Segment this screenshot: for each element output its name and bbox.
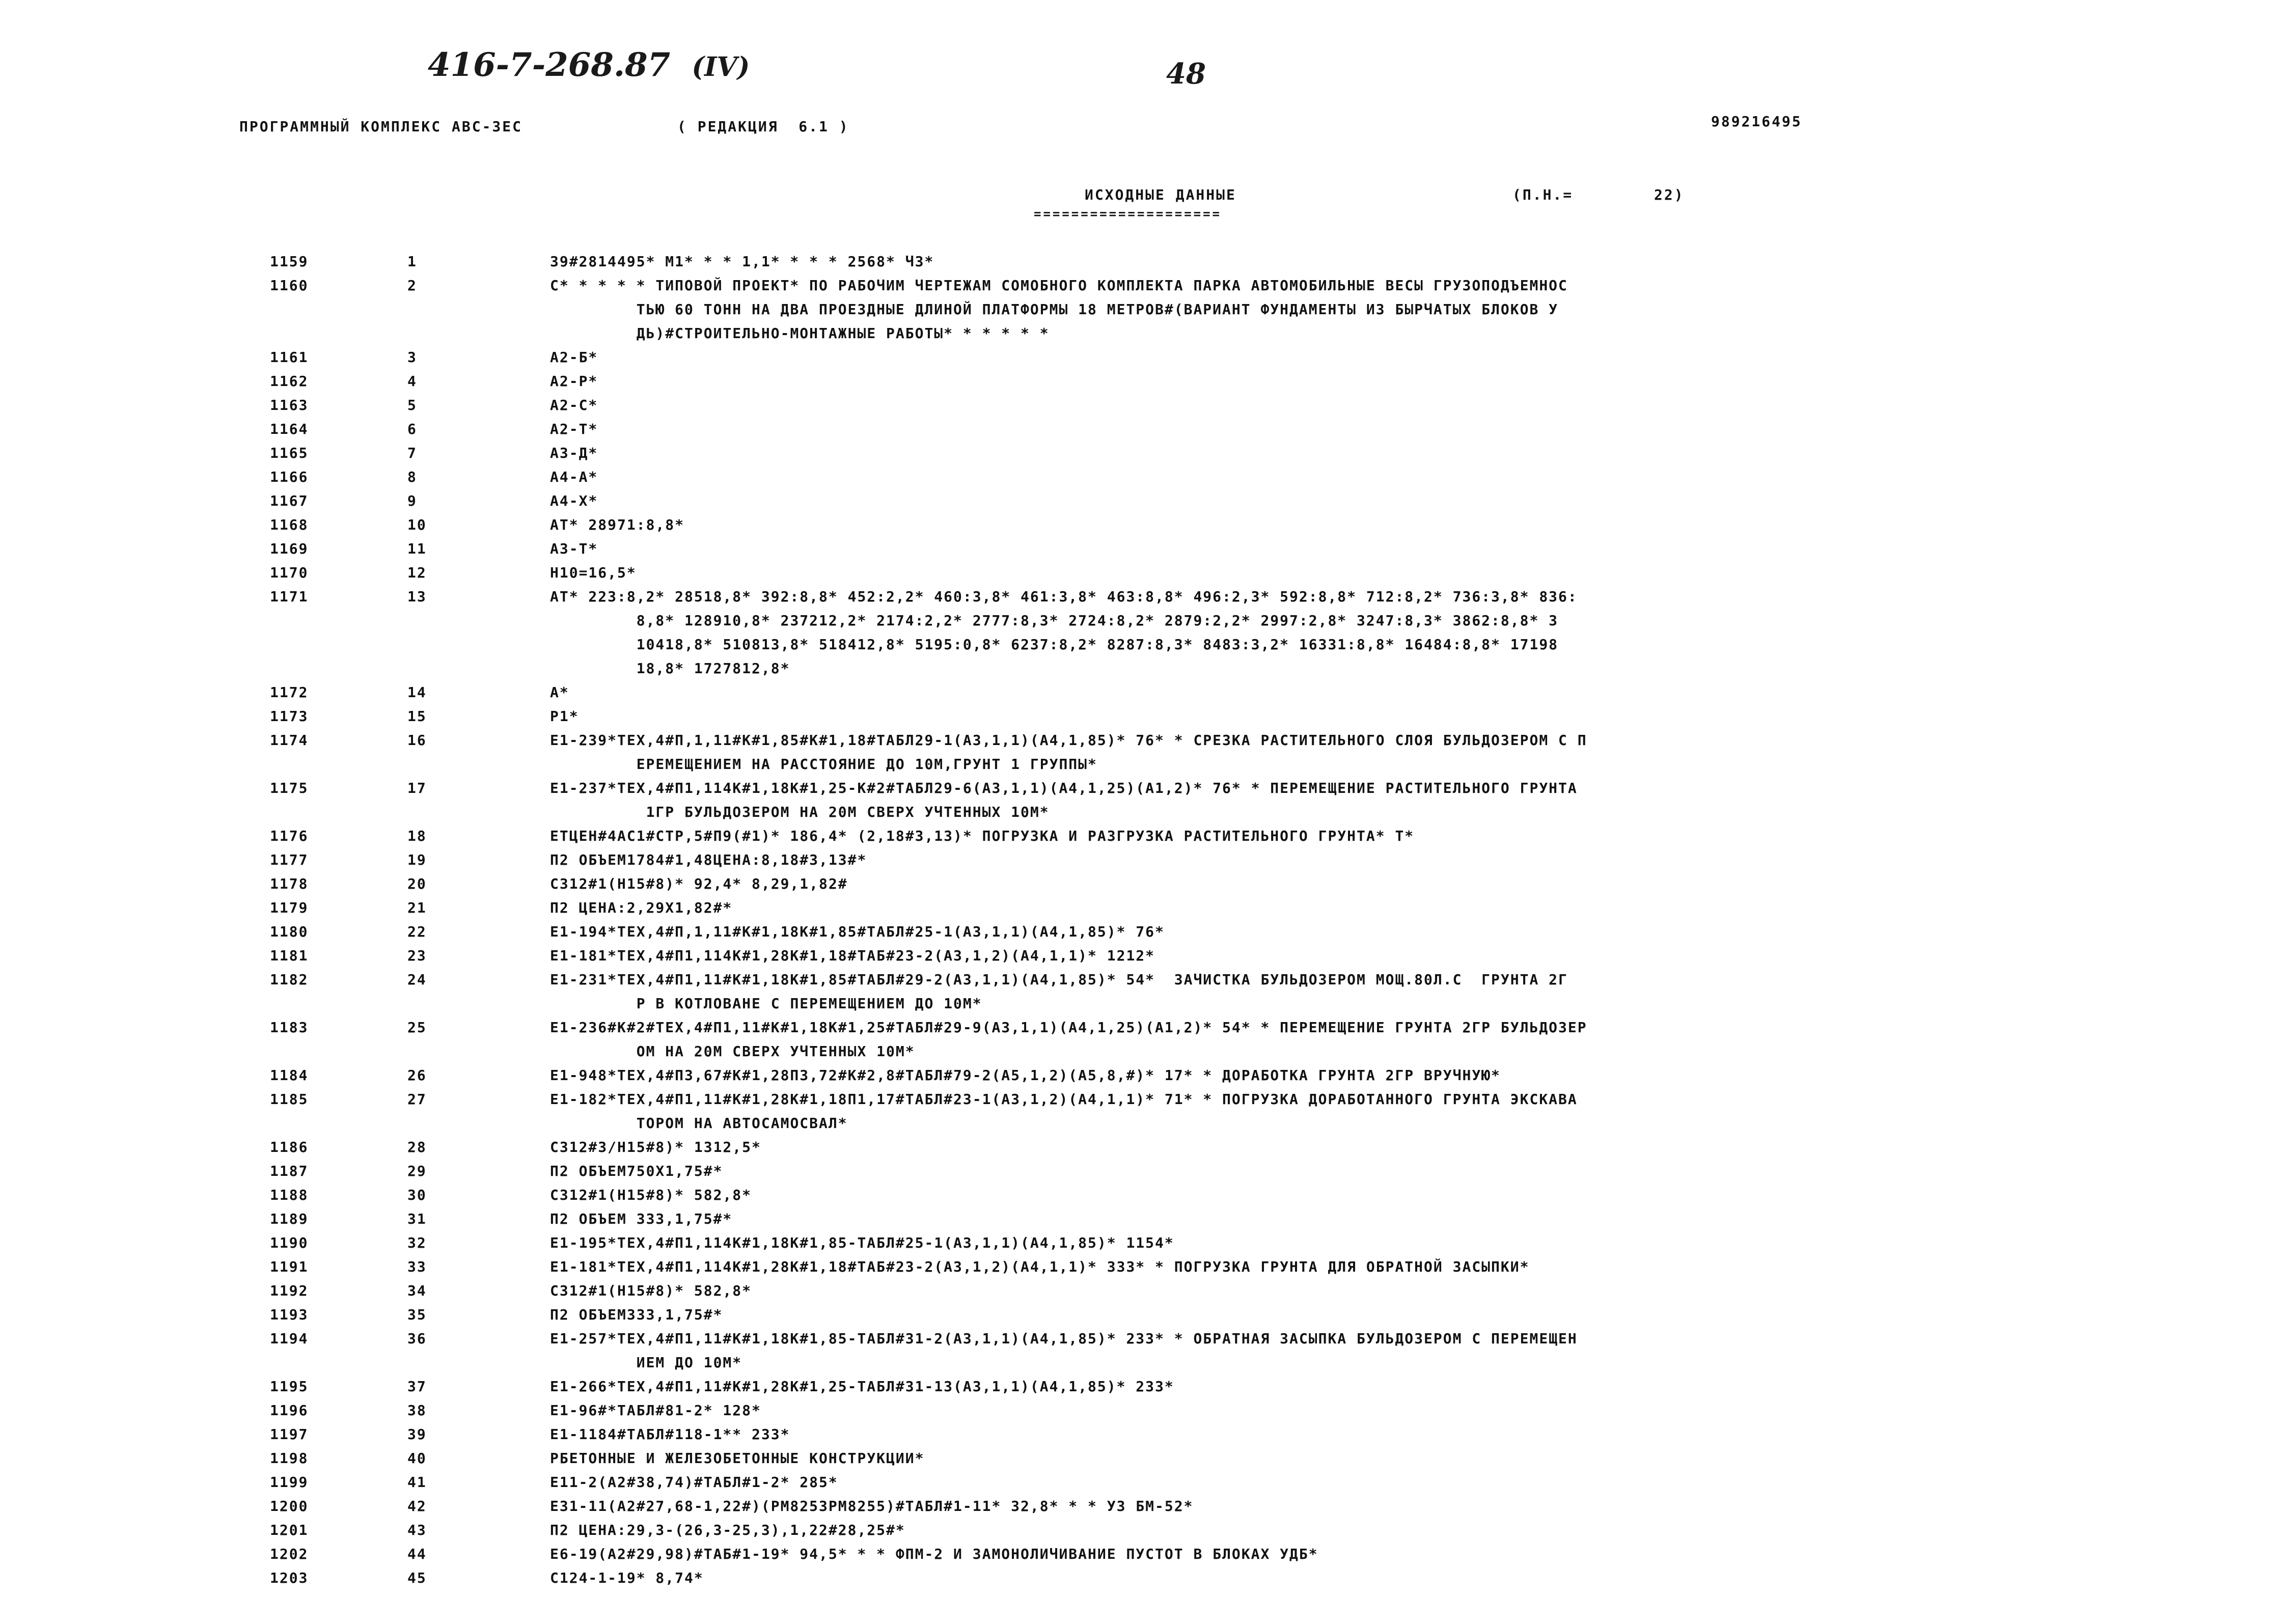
row-index: 34 bbox=[407, 1282, 427, 1299]
listing-row bbox=[0, 824, 2286, 848]
row-content: С312#3/Н15#8)* 1312,5* bbox=[550, 1139, 761, 1155]
row-number: 1174 bbox=[270, 732, 309, 749]
listing-row bbox=[0, 1542, 2286, 1566]
row-index: 43 bbox=[407, 1522, 427, 1538]
row-content: Е6-19(А2#29,98)#ТАБ#1-19* 94,5* * * ФПМ-2 И ЗАМОНОЛИЧИВАНИЕ ПУСТОТ В БЛОКАХ УДБ* bbox=[550, 1546, 1318, 1562]
listing-row bbox=[0, 1518, 2286, 1542]
listing-row bbox=[0, 680, 2286, 704]
row-content: Н10=16,5* bbox=[550, 564, 637, 581]
row-content: А2-С* bbox=[550, 397, 598, 414]
listing-row bbox=[0, 1015, 2286, 1063]
row-index: 44 bbox=[407, 1546, 427, 1562]
row-content: Е1-181*ТЕХ,4#П1,114К#1,28К#1,18#ТАБ#23-2(А3,1,2)(А4,1,1)* 1212* bbox=[550, 947, 1155, 964]
row-index: 5 bbox=[407, 397, 417, 414]
row-index: 6 bbox=[407, 421, 417, 437]
listing-row bbox=[0, 1207, 2286, 1231]
row-index: 11 bbox=[407, 540, 427, 557]
row-content: А4-А* bbox=[550, 469, 598, 485]
row-index: 21 bbox=[407, 899, 427, 916]
row-content: П2 ЦЕНА:29,3-(26,3-25,3),1,22#28,25#* bbox=[550, 1522, 905, 1538]
listing-row bbox=[0, 1470, 2286, 1494]
row-number: 1201 bbox=[270, 1522, 309, 1538]
row-number: 1165 bbox=[270, 445, 309, 461]
row-index: 26 bbox=[407, 1067, 427, 1084]
row-content: П2 ОБЪЕМ333,1,75#* bbox=[550, 1306, 723, 1323]
row-number: 1162 bbox=[270, 373, 309, 390]
row-number: 1161 bbox=[270, 349, 309, 366]
listing-row bbox=[0, 1159, 2286, 1183]
row-content: Е31-11(А2#27,68-1,22#)(РМ8253РМ8255)#ТАБЛ#1-11* 32,8* * * УЗ БМ-52* bbox=[550, 1498, 1194, 1515]
row-number: 1166 bbox=[270, 469, 309, 485]
row-content: С312#1(Н15#8)* 92,4* 8,29,1,82# bbox=[550, 875, 848, 892]
listing-row bbox=[0, 1327, 2286, 1374]
section-title-underline: ==================== bbox=[1034, 207, 1222, 221]
listing-row bbox=[0, 896, 2286, 920]
row-index: 23 bbox=[407, 947, 427, 964]
row-index: 8 bbox=[407, 469, 417, 485]
row-index: 15 bbox=[407, 708, 427, 725]
listing-row bbox=[0, 561, 2286, 585]
row-number: 1185 bbox=[270, 1091, 309, 1108]
row-index: 27 bbox=[407, 1091, 427, 1108]
listing-row bbox=[0, 1183, 2286, 1207]
row-index: 40 bbox=[407, 1450, 427, 1467]
listing-row bbox=[0, 537, 2286, 561]
listing-row bbox=[0, 872, 2286, 896]
row-content: Е1-194*ТЕХ,4#П,1,11#К#1,18К#1,85#ТАБЛ#25-1(А3,1,1)(А4,1,85)* 76* bbox=[550, 923, 1165, 940]
row-index: 13 bbox=[407, 588, 427, 605]
row-number: 1200 bbox=[270, 1498, 309, 1515]
listing-row bbox=[0, 441, 2286, 465]
listing-row bbox=[0, 776, 2286, 824]
row-index: 33 bbox=[407, 1258, 427, 1275]
row-content: А2-Т* bbox=[550, 421, 598, 437]
row-content: Е1-96#*ТАБЛ#81-2* 128* bbox=[550, 1402, 761, 1419]
row-number: 1187 bbox=[270, 1163, 309, 1179]
row-content: А2-Р* bbox=[550, 373, 598, 390]
row-index: 9 bbox=[407, 492, 417, 509]
row-number: 1195 bbox=[270, 1378, 309, 1395]
row-number: 1170 bbox=[270, 564, 309, 581]
listing-row bbox=[0, 465, 2286, 489]
row-index: 16 bbox=[407, 732, 427, 749]
row-index: 20 bbox=[407, 875, 427, 892]
listing-row bbox=[0, 1255, 2286, 1279]
row-number: 1196 bbox=[270, 1402, 309, 1419]
row-number: 1199 bbox=[270, 1474, 309, 1491]
row-index: 4 bbox=[407, 373, 417, 390]
row-content: РБЕТОННЫЕ И ЖЕЛЕЗОБЕТОННЫЕ КОНСТРУКЦИИ* bbox=[550, 1450, 925, 1467]
row-index: 18 bbox=[407, 828, 427, 844]
row-number: 1159 bbox=[270, 253, 309, 270]
row-number: 1172 bbox=[270, 684, 309, 701]
row-content: Е1-195*ТЕХ,4#П1,114К#1,18К#1,85-ТАБЛ#25-1(А3,1,1)(А4,1,85)* 1154* bbox=[550, 1234, 1174, 1251]
header-code: 989216495 bbox=[1711, 113, 1802, 130]
listing-row bbox=[0, 250, 2286, 273]
row-content: Е11-2(А2#38,74)#ТАБЛ#1-2* 285* bbox=[550, 1474, 838, 1491]
row-number: 1168 bbox=[270, 516, 309, 533]
page-reference: (П.Н.= 22) bbox=[1512, 186, 1685, 203]
section-title: ИСХОДНЫЕ ДАННЫЕ bbox=[1085, 186, 1236, 203]
listing-row bbox=[0, 345, 2286, 369]
row-content: Е1-237*ТЕХ,4#П1,114К#1,18К#1,25-К#2#ТАБЛ29-6(А3,1,1)(А4,1,25)(А1,2)* 76* * ПЕРЕМЕЩЕНИЕ РАСТИТЕЛЬНОГО ГРУНТА 1ГР БУЛЬДОЗЕРОМ НА 20М СВЕРХ УЧТЕННЫХ 10М* bbox=[550, 780, 1578, 820]
listing-row bbox=[0, 1135, 2286, 1159]
listing-row bbox=[0, 489, 2286, 513]
row-index: 19 bbox=[407, 851, 427, 868]
row-index: 25 bbox=[407, 1019, 427, 1036]
row-content: П2 ОБЪЕМ 333,1,75#* bbox=[550, 1210, 733, 1227]
row-index: 45 bbox=[407, 1570, 427, 1586]
row-number: 1184 bbox=[270, 1067, 309, 1084]
row-number: 1189 bbox=[270, 1210, 309, 1227]
row-number: 1197 bbox=[270, 1426, 309, 1443]
row-number: 1193 bbox=[270, 1306, 309, 1323]
handwritten-page-number: 48 bbox=[1166, 57, 1206, 91]
listing-row bbox=[0, 1374, 2286, 1398]
row-content: ЕТЦЕН#4АС1#СТР,5#П9(#1)* 186,4* (2,18#3,13)* ПОГРУЗКА И РАЗГРУЗКА РАСТИТЕЛЬНОГО ГРУНТА* Т* bbox=[550, 828, 1415, 844]
listing-row bbox=[0, 1446, 2286, 1470]
row-index: 30 bbox=[407, 1187, 427, 1203]
row-index: 39 bbox=[407, 1426, 427, 1443]
listing-row bbox=[0, 968, 2286, 1015]
source-data-listing bbox=[0, 250, 2286, 1590]
row-number: 1194 bbox=[270, 1330, 309, 1347]
listing-row bbox=[0, 1566, 2286, 1590]
row-index: 10 bbox=[407, 516, 427, 533]
row-index: 35 bbox=[407, 1306, 427, 1323]
listing-row bbox=[0, 369, 2286, 393]
row-content: Е1-948*ТЕХ,4#П3,67#К#1,28П3,72#К#2,8#ТАБЛ#79-2(А5,1,2)(А5,8,#)* 17* * ДОРАБОТКА ГРУНТА 2ГР ВРУЧНУЮ* bbox=[550, 1067, 1501, 1084]
program-name: ПРОГРАММНЫЙ КОМПЛЕКС АВС-3ЕС bbox=[239, 118, 523, 135]
row-content: П2 ОБЪЕМ750Х1,75#* bbox=[550, 1163, 723, 1179]
row-index: 24 bbox=[407, 971, 427, 988]
row-number: 1186 bbox=[270, 1139, 309, 1155]
row-content: Е1-266*ТЕХ,4#П1,11#К#1,28К#1,25-ТАБЛ#31-13(А3,1,1)(А4,1,85)* 233* bbox=[550, 1378, 1174, 1395]
listing-row bbox=[0, 1087, 2286, 1135]
listing-row bbox=[0, 704, 2286, 728]
row-index: 2 bbox=[407, 277, 417, 294]
listing-row bbox=[0, 944, 2286, 968]
listing-row bbox=[0, 1231, 2286, 1255]
row-content: П2 ЦЕНА:2,29Х1,82#* bbox=[550, 899, 733, 916]
row-content: Е1-1184#ТАБЛ#118-1** 233* bbox=[550, 1426, 790, 1443]
row-number: 1160 bbox=[270, 277, 309, 294]
listing-row bbox=[0, 585, 2286, 680]
handwritten-doc-code bbox=[428, 46, 750, 84]
row-content: С312#1(Н15#8)* 582,8* bbox=[550, 1187, 752, 1203]
listing-row bbox=[0, 1063, 2286, 1087]
row-content: А3-Т* bbox=[550, 540, 598, 557]
row-content: Е1-257*ТЕХ,4#П1,11#К#1,18К#1,85-ТАБЛ#31-2(А3,1,1)(А4,1,85)* 233* * ОБРАТНАЯ ЗАСЫПКА БУЛЬДОЗЕРОМ С ПЕРЕМЕЩЕН ИЕМ ДО 10М* bbox=[550, 1330, 1578, 1371]
row-index: 14 bbox=[407, 684, 427, 701]
row-content: А* bbox=[550, 684, 569, 701]
row-number: 1163 bbox=[270, 397, 309, 414]
row-index: 42 bbox=[407, 1498, 427, 1515]
row-index: 38 bbox=[407, 1402, 427, 1419]
row-number: 1173 bbox=[270, 708, 309, 725]
row-index: 1 bbox=[407, 253, 417, 270]
row-number: 1181 bbox=[270, 947, 309, 964]
row-index: 7 bbox=[407, 445, 417, 461]
row-index: 37 bbox=[407, 1378, 427, 1395]
listing-row bbox=[0, 513, 2286, 537]
row-number: 1183 bbox=[270, 1019, 309, 1036]
row-number: 1180 bbox=[270, 923, 309, 940]
row-content: С312#1(Н15#8)* 582,8* bbox=[550, 1282, 752, 1299]
listing-row bbox=[0, 1398, 2286, 1422]
row-number: 1167 bbox=[270, 492, 309, 509]
row-number: 1198 bbox=[270, 1450, 309, 1467]
row-content: А2-Б* bbox=[550, 349, 598, 366]
row-content: 39#2814495* М1* * * 1,1* * * * 2568* ЧЗ* bbox=[550, 253, 934, 270]
row-index: 12 bbox=[407, 564, 427, 581]
row-number: 1171 bbox=[270, 588, 309, 605]
row-number: 1164 bbox=[270, 421, 309, 437]
listing-row bbox=[0, 1303, 2286, 1327]
row-content: Е1-181*ТЕХ,4#П1,114К#1,28К#1,18#ТАБ#23-2(А3,1,2)(А4,1,1)* 333* * ПОГРУЗКА ГРУНТА ДЛЯ ОБРАТНОЙ ЗАСЫПКИ* bbox=[550, 1258, 1530, 1275]
row-index: 17 bbox=[407, 780, 427, 796]
doc-code-suffix: (IV) bbox=[692, 51, 750, 82]
row-content: С124-1-19* 8,74* bbox=[550, 1570, 704, 1586]
row-number: 1192 bbox=[270, 1282, 309, 1299]
listing-row bbox=[0, 728, 2286, 776]
row-number: 1182 bbox=[270, 971, 309, 988]
row-number: 1191 bbox=[270, 1258, 309, 1275]
listing-row bbox=[0, 393, 2286, 417]
listing-row bbox=[0, 1494, 2286, 1518]
row-number: 1169 bbox=[270, 540, 309, 557]
row-number: 1175 bbox=[270, 780, 309, 796]
row-index: 32 bbox=[407, 1234, 427, 1251]
row-number: 1179 bbox=[270, 899, 309, 916]
row-content: А3-Д* bbox=[550, 445, 598, 461]
row-index: 28 bbox=[407, 1139, 427, 1155]
row-content: АТ* 28971:8,8* bbox=[550, 516, 685, 533]
row-number: 1190 bbox=[270, 1234, 309, 1251]
row-content: Р1* bbox=[550, 708, 579, 725]
row-content: АТ* 223:8,2* 28518,8* 392:8,8* 452:2,2* 460:3,8* 461:3,8* 463:8,8* 496:2,3* 592:8,8* 712:8,2* 736:3,8* 836: 8,8* 128910,8* 237212,2* 2174:2,2* 2777:8,3* 2724:8,2* 2879:2,2* 2997:2,8* 3247:8,3* 3862:8,8* 3 10418,8* 510813,8* 518412,8* 5195:0,8* 6237:8,2* 8287:8,3* 8483:3,2* 16331:8,8* 16484:8,8* 17198 18,8* 1727812,8* bbox=[550, 588, 1578, 677]
listing-row bbox=[0, 417, 2286, 441]
row-content: С* * * * * ТИПОВОЙ ПРОЕКТ* ПО РАБОЧИМ ЧЕРТЕЖАМ СОМОБНОГО КОМПЛЕКТА ПАРКА АВТОМОБИЛЬНЫЕ ВЕСЫ ГРУЗОПОДЪЕМНОС ТЬЮ 60 ТОНН НА ДВА ПРОЕЗДНЫЕ ДЛИНОЙ ПЛАТФОРМЫ 18 МЕТРОВ#(ВАРИАНТ ФУНДАМЕНТЫ ИЗ БЫРЧАТЫХ БЛОКОВ У ДЬ)#СТРОИТЕЛЬНО-МОНТАЖНЫЕ РАБОТЫ* * * * * * bbox=[550, 277, 1568, 342]
listing-row bbox=[0, 1279, 2286, 1303]
row-index: 41 bbox=[407, 1474, 427, 1491]
row-number: 1188 bbox=[270, 1187, 309, 1203]
row-index: 22 bbox=[407, 923, 427, 940]
row-number: 1177 bbox=[270, 851, 309, 868]
row-content: Е1-236#К#2#ТЕХ,4#П1,11#К#1,18К#1,25#ТАБЛ#29-9(А3,1,1)(А4,1,25)(А1,2)* 54* * ПЕРЕМЕЩЕНИЕ ГРУНТА 2ГР БУЛЬДОЗЕР ОМ НА 20М СВЕРХ УЧТЕННЫХ 10М* bbox=[550, 1019, 1587, 1060]
row-content: Е1-239*ТЕХ,4#П,1,11#К#1,85#К#1,18#ТАБЛ29-1(А3,1,1)(А4,1,85)* 76* * СРЕЗКА РАСТИТЕЛЬНОГО СЛОЯ БУЛЬДОЗЕРОМ С П ЕРЕМЕЩЕНИЕМ НА РАССТОЯНИЕ ДО 10М,ГРУНТ 1 ГРУППЫ* bbox=[550, 732, 1587, 773]
row-index: 3 bbox=[407, 349, 417, 366]
row-index: 36 bbox=[407, 1330, 427, 1347]
row-content: Е1-231*ТЕХ,4#П1,11#К#1,18К#1,85#ТАБЛ#29-2(А3,1,1)(А4,1,85)* 54* ЗАЧИСТКА БУЛЬДОЗЕРОМ МОЩ.80Л.С ГРУНТА 2Г Р В КОТЛОВАНЕ С ПЕРЕМЕЩЕНИЕМ ДО 10М* bbox=[550, 971, 1568, 1012]
row-content: П2 ОБЪЕМ1784#1,48ЦЕНА:8,18#3,13#* bbox=[550, 851, 867, 868]
row-number: 1202 bbox=[270, 1546, 309, 1562]
row-number: 1178 bbox=[270, 875, 309, 892]
row-content: Е1-182*ТЕХ,4#П1,11#К#1,28К#1,18П1,17#ТАБЛ#23-1(А3,1,2)(А4,1,1)* 71* * ПОГРУЗКА ДОРАБОТАННОГО ГРУНТА ЭКСКАВА ТОРОМ НА АВТОСАМОСВАЛ* bbox=[550, 1091, 1578, 1132]
row-number: 1203 bbox=[270, 1570, 309, 1586]
row-content: А4-Х* bbox=[550, 492, 598, 509]
listing-row bbox=[0, 920, 2286, 944]
row-number: 1176 bbox=[270, 828, 309, 844]
listing-row bbox=[0, 848, 2286, 872]
row-index: 31 bbox=[407, 1210, 427, 1227]
doc-code-text: 416-7-268.87 bbox=[428, 46, 671, 84]
listing-row bbox=[0, 273, 2286, 345]
listing-row bbox=[0, 1422, 2286, 1446]
edition-label: ( РЕДАКЦИЯ 6.1 ) bbox=[677, 118, 849, 135]
row-index: 29 bbox=[407, 1163, 427, 1179]
